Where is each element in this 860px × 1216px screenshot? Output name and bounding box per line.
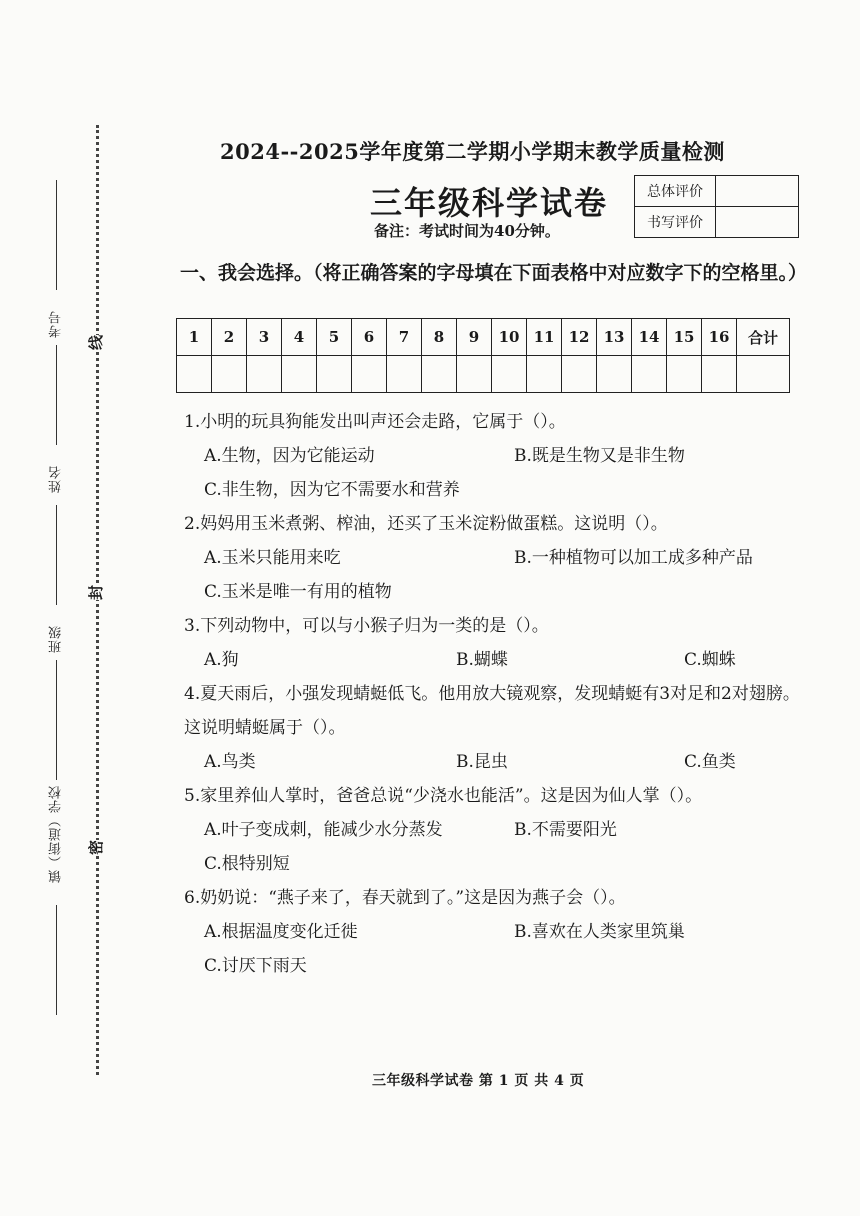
answer-cell[interactable] [737,356,790,393]
options-row [184,643,804,677]
options-row [184,541,804,575]
question-stem: 5.家里养仙人掌时，爸爸总说“少浇水也能活”。这是因为仙人掌（）。 [184,786,703,806]
option-a: A.生物，因为它能运动 [204,446,375,466]
answer-cell[interactable] [667,356,702,393]
options-row [184,847,804,881]
answer-number-header: 8 [422,319,457,356]
field-name: 姓名 [49,465,64,493]
answer-cell[interactable] [527,356,562,393]
seal-char-seal: 封 [83,585,108,600]
field-exam-number: 考号 [49,310,64,338]
option-a: A.玉米只能用来吃 [204,548,341,568]
evaluation-box [634,175,799,238]
question-stem: 3.下列动物中，可以与小猴子归为一类的是（）。 [184,616,549,636]
option-c: C.讨厌下雨天 [204,956,307,976]
option-c: C.蜘蛛 [684,650,736,670]
field-line [56,180,57,290]
answer-cell[interactable] [317,356,352,393]
field-line [56,660,57,780]
question-stem: 2.妈妈用玉米煮粥、榨油，还买了玉米淀粉做蛋糕。这说明（）。 [184,514,668,534]
answer-table [176,318,790,393]
question-stem: 6.奶奶说：“燕子来了，春天就到了。”这是因为燕子会（）。 [184,888,626,908]
section-heading: 一、我会选择。（将正确答案的字母填在下面表格中对应数字下的空格里。） [180,262,808,284]
options-row [184,915,804,949]
answer-cell[interactable] [597,356,632,393]
answer-number-header: 10 [492,319,527,356]
field-school: 镇（街道）学校 [49,785,64,883]
answer-number-header: 13 [597,319,632,356]
answer-cell[interactable] [282,356,317,393]
option-a: A.鸟类 [204,752,256,772]
answer-cell[interactable] [352,356,387,393]
eval-writing-label: 书写评价 [635,207,716,238]
question-stem: 1.小明的玩具狗能发出叫声还会走路，它属于（）。 [184,412,566,432]
answer-number-header: 1 [177,319,212,356]
answer-number-header: 15 [667,319,702,356]
page-footer: 三年级科学试卷 第 1 页 共 4 页 [372,1073,585,1089]
answer-cell[interactable] [632,356,667,393]
exam-title: 2024--2025学年度第二学期小学期末教学质量检测 [220,139,725,164]
option-b: B.既是生物又是非生物 [514,446,685,466]
option-c: C.鱼类 [684,752,736,772]
answer-cell[interactable] [387,356,422,393]
option-a: A.狗 [204,650,239,670]
option-a: A.根据温度变化迁徙 [204,922,358,942]
option-b: B.不需要阳光 [514,820,617,840]
answer-cell[interactable] [247,356,282,393]
answer-number-header: 3 [247,319,282,356]
option-b: B.一种植物可以加工成多种产品 [514,548,753,568]
seal-char-line: 线 [83,335,108,350]
answer-cell[interactable] [212,356,247,393]
answer-number-header: 2 [212,319,247,356]
eval-overall-field[interactable] [716,176,799,207]
exam-note: 备注：考试时间为40分钟。 [374,222,560,240]
answer-number-header: 12 [562,319,597,356]
answer-number-header: 16 [702,319,737,356]
answer-number-header: 5 [317,319,352,356]
options-row [184,949,804,983]
answer-cell[interactable] [702,356,737,393]
answer-cell[interactable] [457,356,492,393]
answer-cell[interactable] [177,356,212,393]
answer-cell[interactable] [562,356,597,393]
answer-number-header: 6 [352,319,387,356]
option-b: B.蝴蝶 [456,650,508,670]
answer-number-header: 4 [282,319,317,356]
eval-writing-field[interactable] [716,207,799,238]
option-b: B.喜欢在人类家里筑巢 [514,922,685,942]
field-line [56,345,57,445]
eval-overall-label: 总体评价 [635,176,716,207]
option-b: B.昆虫 [456,752,508,772]
answer-number-header: 9 [457,319,492,356]
question-stem: 4.夏天雨后，小强发现蜻蜓低飞。他用放大镜观察，发现蜻蜓有3对足和2对翅膀。这说明蜻蜓属于（）。 [184,684,800,738]
field-line [56,505,57,605]
options-row [184,575,804,609]
answer-number-header: 11 [527,319,562,356]
answer-cell[interactable] [492,356,527,393]
seal-char-secret: 密 [83,840,108,855]
option-c: C.非生物，因为它不需要水和营养 [204,480,460,500]
question-list [184,405,804,983]
option-c: C.根特别短 [204,854,290,874]
answer-cell[interactable] [422,356,457,393]
options-row [184,813,804,847]
answer-number-header: 7 [387,319,422,356]
option-a: A.叶子变成刺，能减少水分蒸发 [204,820,443,840]
field-line [56,905,57,1015]
option-c: C.玉米是唯一有用的植物 [204,582,392,602]
options-row [184,473,804,507]
options-row [184,439,804,473]
answer-number-header: 14 [632,319,667,356]
exam-subtitle: 三年级科学试卷 [370,184,609,222]
answer-total-header: 合计 [737,319,790,356]
options-row [184,745,804,779]
field-class: 班级 [49,625,64,653]
